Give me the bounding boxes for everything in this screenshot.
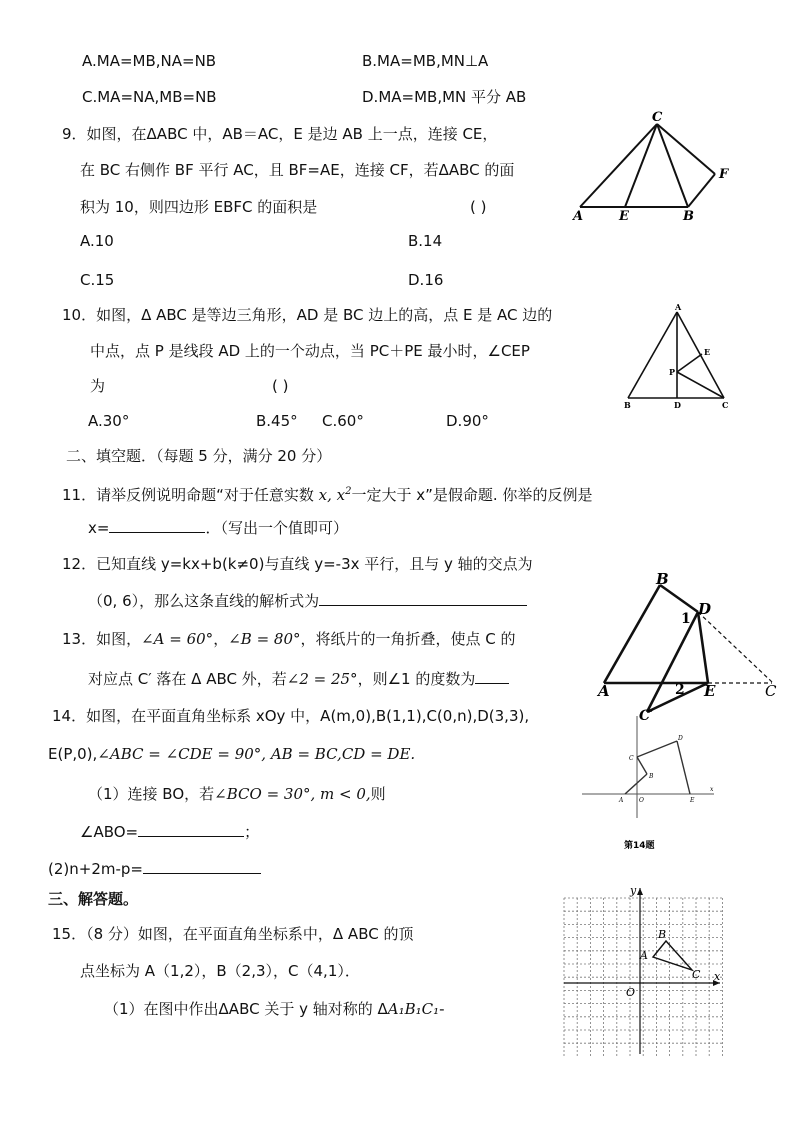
q12-text: （0, 6），那么这条直线的解析式为 <box>88 592 320 610</box>
q9-label-c: C <box>652 110 663 125</box>
q15-text-a: （1）在图中作出ΔABC 关于 y 轴对称的 Δ <box>104 1000 388 1018</box>
q14-label-c: C <box>629 755 634 762</box>
q10-label-d: D <box>674 400 681 410</box>
q15-label-b: B <box>658 928 667 941</box>
q10-label-c: C <box>722 400 729 410</box>
q11-math-sup: 2 <box>345 486 352 497</box>
q10-label-b: B <box>624 400 631 410</box>
q15-label-o: O <box>626 986 636 999</box>
q14-label-b: B <box>649 773 654 780</box>
q9-label-b: B <box>683 209 694 224</box>
q9-option-a: A.10 <box>80 232 114 250</box>
q10-option-b: B.45° <box>256 412 298 430</box>
q15-text-end: - <box>439 1000 445 1018</box>
q14-condition-bco: ∠BCO = 30°, m < 0, <box>214 785 371 803</box>
q13-line1 <box>62 629 516 649</box>
q13-label-c-prime: C′ <box>639 708 654 720</box>
q11-hint: ．（写出一个值即可） <box>205 519 348 537</box>
q15-symbol: A₁B₁C₁ <box>387 1000 440 1018</box>
q15-label-x: x <box>714 970 721 983</box>
q10-label-a: A <box>675 302 682 312</box>
q9-line1: 9．如图，在ΔABC 中，AB＝AC，E 是边 AB 上一点，连接 CE， <box>62 125 498 143</box>
q9-option-b: B.14 <box>408 232 443 250</box>
q14-label-o: O <box>639 797 644 804</box>
q11-text-a: 11．请举反例说明命题“对于任意实数 <box>62 486 319 504</box>
q15-label-c: C <box>692 968 701 981</box>
q14-label-x: x <box>710 786 714 793</box>
q11-line1 <box>62 482 592 505</box>
q10-line1: 10．如图，Δ ABC 是等边三角形，AD 是 BC 边上的高，点 E 是 AC 边的 <box>62 306 553 324</box>
section-3-heading: 三、解答题。 <box>48 890 139 908</box>
q10-label-p: P <box>669 367 676 377</box>
q13-angle-a: ∠A = 60° <box>141 630 214 648</box>
q15-line3 <box>104 999 445 1019</box>
q13-angle-2: ∠2 = 25° <box>286 670 358 688</box>
section-2-heading: 二、填空题．（每题 5 分，满分 20 分） <box>66 447 332 465</box>
q8-option-c: C.MA=NA,MB=NB <box>82 88 217 106</box>
q15-figure <box>560 884 728 1056</box>
q14-line2 <box>48 744 415 764</box>
q13-label-c: C <box>765 682 777 700</box>
q10-line3: 为 <box>90 377 106 395</box>
q9-label-e: E <box>619 209 629 224</box>
q14-text-c: 则 <box>370 785 386 803</box>
q14-text-a: E(P,0), <box>48 745 98 763</box>
q12-answer-blank[interactable] <box>319 590 527 606</box>
q8-option-a: A.MA=MB,NA=NB <box>82 52 217 70</box>
q15-label-a: A <box>640 949 648 962</box>
q10-option-c: C.60° <box>322 412 364 430</box>
q11-x-label: x= <box>88 519 110 537</box>
q13-text-d: ，则∠1 的度数为 <box>357 670 476 688</box>
q13-answer-blank[interactable] <box>475 668 509 684</box>
q11-text-b: 一定大于 x”是假命题. 你举的反例是 <box>351 486 593 504</box>
q14-label-a: A <box>619 797 624 804</box>
q14-conditions: ∠ABC = ∠CDE = 90°, AB = BC,CD = DE. <box>97 745 416 763</box>
q13-line2 <box>88 668 509 689</box>
q14-part2-label: (2)n+2m-p= <box>48 860 143 878</box>
q10-option-a: A.30° <box>88 412 130 430</box>
q9-option-d: D.16 <box>408 271 444 289</box>
q13-sep: ， <box>213 630 229 648</box>
q13-text-b: ，将纸片的一角折叠，使点 C 的 <box>300 630 516 648</box>
q11-answer-blank[interactable] <box>109 517 205 533</box>
q9-line2: 在 BC 右侧作 BF 平行 AC，且 BF=AE，连接 CF，若ΔABC 的面 <box>80 161 515 179</box>
q12-line1: 12．已知直线 y=kx+b(k≠0)与直线 y=-3x 平行，且与 y 轴的交点为 <box>62 555 533 573</box>
q10-answer-paren: ( ) <box>272 377 289 395</box>
q13-figure <box>596 570 786 720</box>
q14-label-d: D <box>678 735 683 742</box>
q14-line4 <box>80 821 259 842</box>
q13-text-a: 13．如图， <box>62 630 142 648</box>
q9-line3: 积为 10，则四边形 EBFC 的面积是 <box>80 198 318 216</box>
q13-label-1: 1 <box>681 611 691 627</box>
q8-option-d: D.MA=MB,MN 平分 AB <box>362 88 527 106</box>
q15-line1: 15．（8 分）如图，在平面直角坐标系中，Δ ABC 的顶 <box>52 925 414 943</box>
q15-label-y: y <box>630 884 637 897</box>
q13-label-d: D <box>698 600 712 618</box>
q14-abo-label: ∠ABO= <box>80 823 139 841</box>
q10-figure <box>620 302 735 414</box>
q13-label-2: 2 <box>675 682 685 698</box>
q14-line3 <box>88 784 386 804</box>
q13-angle-b: ∠B = 80° <box>228 630 301 648</box>
q13-label-e: E <box>704 682 716 700</box>
q15-line2: 点坐标为 A（1,2），B（2,3），C（4,1）． <box>80 962 360 980</box>
q14-text-b: （1）连接 BO，若 <box>88 785 215 803</box>
q14-semicolon: ； <box>244 823 260 841</box>
q14-line1: 14．如图，在平面直角坐标系 xOy 中，A(m,0),B(1,1),C(0,n),D(3,3), <box>52 707 530 725</box>
q14-answer-blank-1[interactable] <box>138 821 244 837</box>
q10-option-d: D.90° <box>446 412 489 430</box>
q11-math-x: x, x <box>318 486 346 504</box>
q14-figure-caption: 第14题 <box>624 841 655 851</box>
q14-answer-blank-2[interactable] <box>143 858 261 874</box>
q9-figure <box>570 110 740 225</box>
q9-answer-paren: ( ) <box>470 198 487 216</box>
q9-label-a: A <box>573 209 584 224</box>
q13-label-a: A <box>598 682 610 700</box>
q13-text-c: 对应点 C′ 落在 Δ ABC 外，若 <box>88 670 287 688</box>
q12-line2 <box>88 590 527 611</box>
q14-figure <box>578 714 728 856</box>
q8-option-b: B.MA=MB,MN⊥A <box>362 52 489 70</box>
q13-label-b: B <box>656 570 669 588</box>
q10-label-e: E <box>704 347 711 357</box>
q9-label-f: F <box>719 167 729 182</box>
q14-label-e: E <box>690 797 695 804</box>
q11-line2 <box>88 517 348 538</box>
q9-option-c: C.15 <box>80 271 115 289</box>
q14-line5 <box>48 858 261 879</box>
q10-line2: 中点，点 P 是线段 AD 上的一个动点，当 PC＋PE 最小时，∠CEP <box>90 342 530 360</box>
